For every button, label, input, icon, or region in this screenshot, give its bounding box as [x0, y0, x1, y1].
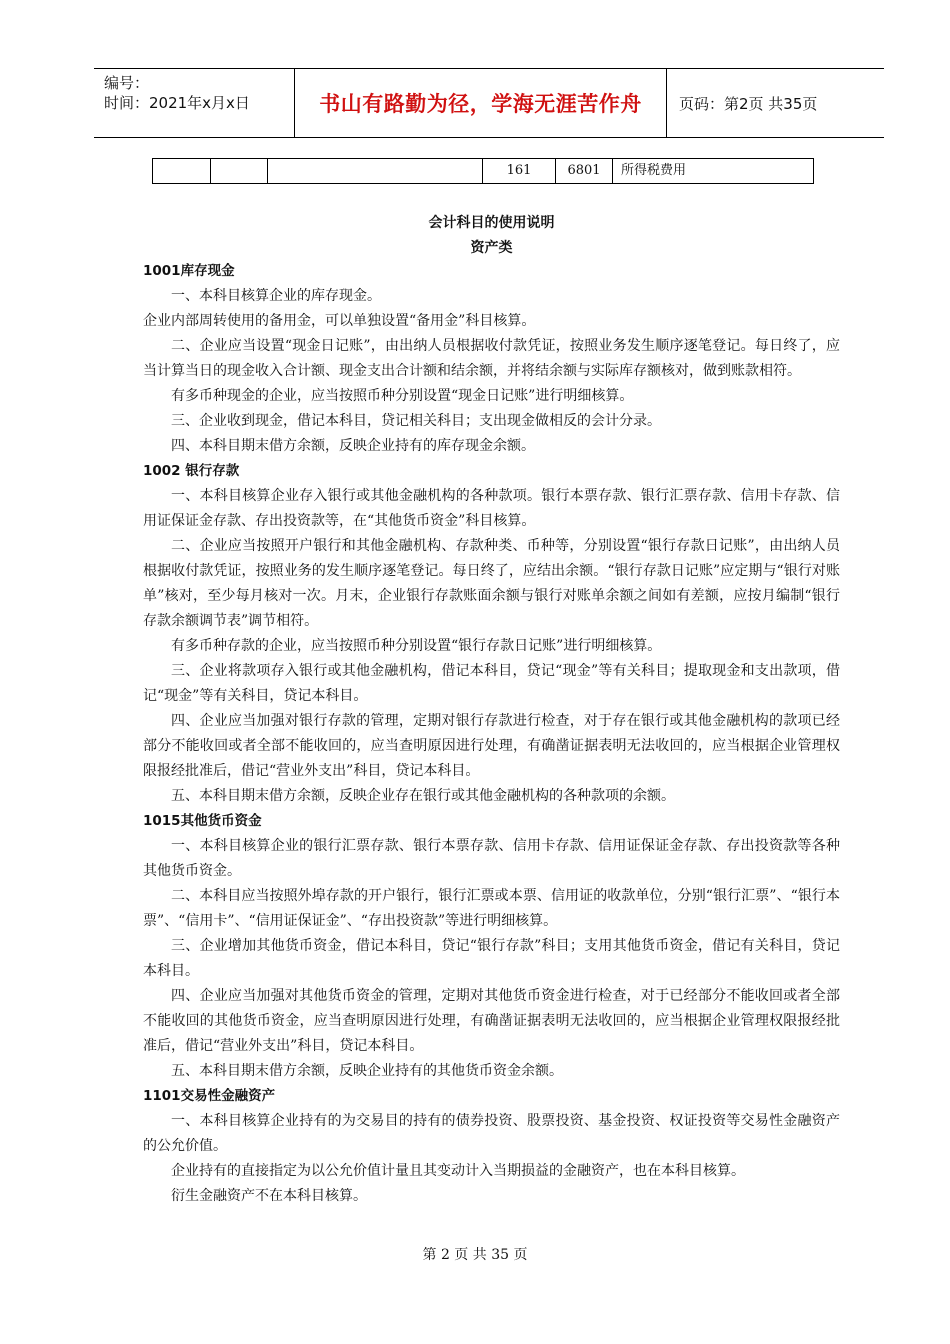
- paragraph: 三、企业收到现金，借记本科目，贷记相关科目；支出现金做相反的会计分录。: [171, 413, 661, 429]
- account-code-table: [152, 158, 814, 184]
- page-footer: 第 2 页 共 35 页: [422, 1247, 528, 1263]
- table-cell-account-name: 所得税费用: [621, 163, 687, 178]
- paragraph: 企业持有的直接指定为以公允价值计量且其变动计入当期损益的金融资产，也在本科目核算。: [171, 1163, 745, 1179]
- paragraph: 五、本科目期末借方余额，反映企业持有的其他货币资金余额。: [171, 1063, 563, 1079]
- paragraph: 二、企业应当设置“现金日记账”，由出纳人员根据收付款凭证，按照业务发生顺序逐笔登记。每日终了，应当计算当日的现金收入合计额、现金支出合计额和结余额，并将结余额与实际库存额核对，做到账款相符。: [143, 338, 840, 379]
- header-motto-cell: [294, 69, 667, 137]
- paragraph: 二、企业应当按照开户银行和其他金融机构、存款种类、币种等，分别设置“银行存款日记账”，由出纳人员根据收付款凭证，按照业务的发生顺序逐笔登记。每日终了，应结出余额。“银行存款日记账”应定期与“银行对账单”核对，至少每月核对一次。月末，企业银行存款账面余额与银行对账单余额之间如有差额，应按月编制“银行存款余额调节表”调节相符。: [143, 538, 840, 629]
- paragraph: 一、本科目核算企业的银行汇票存款、银行本票存款、信用卡存款、信用证保证金存款、存出投资款等各种其他货币资金。: [143, 838, 840, 879]
- doc-title: 会计科目的使用说明: [428, 215, 555, 231]
- page-info: 页码：第2页 共35页: [679, 94, 818, 113]
- document-body: [143, 212, 840, 1209]
- paragraph: 衍生金融资产不在本科目核算。: [171, 1188, 367, 1204]
- header-meta: [94, 69, 294, 137]
- paragraph: 四、企业应当加强对其他货币资金的管理，定期对其他货币资金进行检查，对于已经部分不能收回或者全部不能收回的其他货币资金，应当查明原因进行处理，有确凿证据表明无法收回的，应当根据企业管理权限报经批准后，借记“营业外支出”科目，贷记本科目。: [143, 988, 840, 1054]
- section-heading: 1001库存现金: [143, 263, 235, 279]
- table-cell-serial: 161: [483, 159, 556, 183]
- table-cell: [153, 159, 211, 183]
- paragraph: 一、本科目核算企业存入银行或其他金融机构的各种款项。银行本票存款、银行汇票存款、信用卡存款、信用证保证金存款、存出投资款等，在“其他货币资金”科目核算。: [143, 488, 840, 529]
- paragraph: 五、本科目期末借方余额，反映企业存在银行或其他金融机构的各种款项的余额。: [171, 788, 675, 804]
- section-heading: 1101交易性金融资产: [143, 1088, 276, 1104]
- paragraph: 三、企业将款项存入银行或其他金融机构，借记本科目，贷记“现金”等有关科目；提取现金和支出款项，借记“现金”等有关科目，贷记本科目。: [143, 663, 840, 704]
- table-cell-code: 6801: [556, 159, 613, 183]
- number-label: 编号：: [104, 74, 150, 92]
- motto: 书山有路勤为径，学海无涯苦作舟: [319, 92, 642, 116]
- paragraph: 四、企业应当加强对银行存款的管理，定期对银行存款进行检查，对于存在银行或其他金融机构的款项已经部分不能收回或者全部不能收回的，应当查明原因进行处理，有确凿证据表明无法收回的，应当根据企业管理权限报经批准后，借记“营业外支出”科目，贷记本科目。: [143, 713, 840, 779]
- paragraph: 三、企业增加其他货币资金，借记本科目，贷记“银行存款”科目；支用其他货币资金，借记有关科目，贷记本科目。: [143, 938, 840, 979]
- paragraph: 一、本科目核算企业的库存现金。: [171, 288, 381, 304]
- time-label: 时间：2021年x月x日: [104, 94, 250, 112]
- page-header: [94, 68, 884, 138]
- section-heading: 1002 银行存款: [143, 463, 240, 479]
- sections: [143, 259, 840, 1209]
- paragraph: 有多币种存款的企业，应当按照币种分别设置“银行存款日记账”进行明细核算。: [171, 638, 662, 654]
- paragraph: 四、本科目期末借方余额，反映企业持有的库存现金余额。: [171, 438, 535, 454]
- section-heading: 1015其他货币资金: [143, 813, 262, 829]
- table-cell: [268, 159, 483, 183]
- doc-subtitle: 资产类: [470, 240, 513, 256]
- paragraph: 有多币种现金的企业，应当按照币种分别设置“现金日记账”进行明细核算。: [171, 388, 634, 404]
- paragraph: 企业内部周转使用的备用金，可以单独设置“备用金”科目核算。: [143, 313, 536, 329]
- table-cell: [211, 159, 268, 183]
- paragraph: 一、本科目核算企业持有的为交易目的持有的债券投资、股票投资、基金投资、权证投资等交易性金融资产的公允价值。: [143, 1113, 840, 1154]
- header-page-cell: [667, 69, 884, 137]
- paragraph: 二、本科目应当按照外埠存款的开户银行，银行汇票或本票、信用证的收款单位，分别“银行汇票”、“银行本票”、“信用卡”、“信用证保证金”、“存出投资款”等进行明细核算。: [143, 888, 840, 929]
